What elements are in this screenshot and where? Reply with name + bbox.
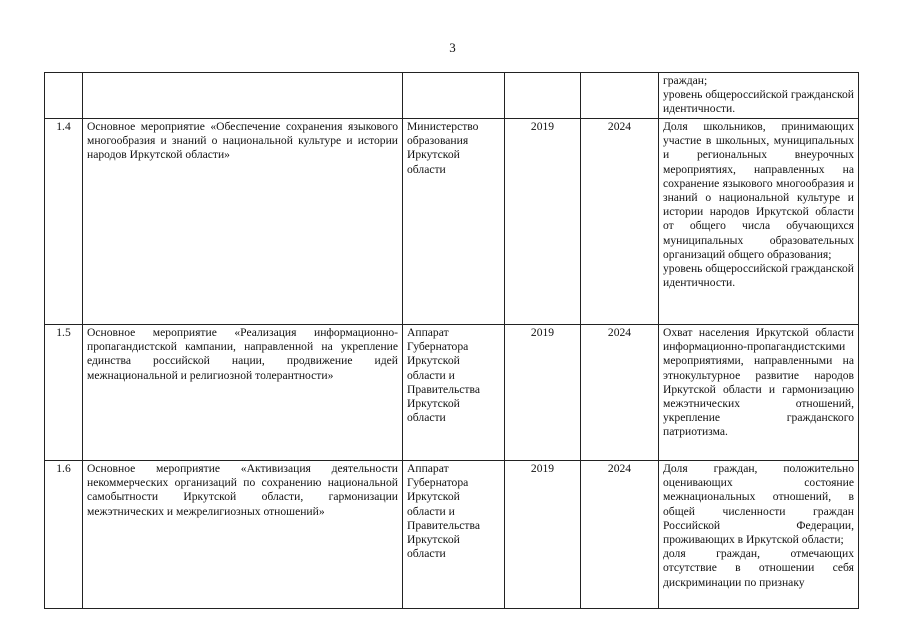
executor-cell: Министерство образования Иркутской области	[403, 119, 505, 325]
executor-cell: Аппарат Губернатора Иркутской области и Правительства Иркутской области	[403, 325, 505, 461]
start-year-cell: 2019	[505, 119, 581, 325]
indicator-cell: Доля школьников, принимающих участие в школьных, муниципальных и региональных внеурочных мероприятиях, направленных на сохранение языкового многообразия и знаний о национальной культуре и истории народов Иркутской области от общего числа обучающихся муниципальных образовательных организаций общего образования; уровень общероссийской гражданской идентичности.	[659, 119, 859, 325]
program-events-table	[44, 72, 859, 609]
row-number-cell: 1.4	[45, 119, 83, 325]
table-row-1-4	[45, 119, 859, 325]
table-row-continuation	[45, 73, 859, 119]
row-number-cell	[45, 73, 83, 119]
end-year-cell: 2024	[581, 461, 659, 609]
end-year-cell	[581, 73, 659, 119]
row-number-cell: 1.5	[45, 325, 83, 461]
table-row-1-6	[45, 461, 859, 609]
indicator-cell: Доля граждан, положительно оценивающих состояние межнациональных отношений, в общей численности граждан Российской Федерации, проживающих в Иркутской области; доля граждан, отмечающих отсутствие в отношении себя дискриминации по признаку	[659, 461, 859, 609]
start-year-cell	[505, 73, 581, 119]
start-year-cell: 2019	[505, 461, 581, 609]
executor-cell: Аппарат Губернатора Иркутской области и Правительства Иркутской области	[403, 461, 505, 609]
event-cell: Основное мероприятие «Активизация деятельности некоммерческих организаций по сохранению национальной самобытности Иркутской области, гармонизации межэтнических и межрелигиозных отношений»	[83, 461, 403, 609]
event-cell: Основное мероприятие «Обеспечение сохранения языкового многообразия и знаний о национальной культуре и истории народов Иркутской области»	[83, 119, 403, 325]
table-row-1-5	[45, 325, 859, 461]
executor-cell	[403, 73, 505, 119]
row-number-cell: 1.6	[45, 461, 83, 609]
indicator-cell: Охват населения Иркутской области информационно-пропагандистскими мероприятиями, направленными на этнокультурное развитие народов Иркутской области и гармонизацию межэтнических отношений, укрепление гражданского патриотизма.	[659, 325, 859, 461]
event-cell	[83, 73, 403, 119]
indicator-cell: граждан; уровень общероссийской гражданской идентичности.	[659, 73, 859, 119]
event-cell: Основное мероприятие «Реализация информационно-пропагандистской кампании, направленной на укрепление единства российской нации, продвижение идей межнациональной и религиозной толерантности»	[83, 325, 403, 461]
page-number: 3	[449, 40, 456, 55]
start-year-cell: 2019	[505, 325, 581, 461]
end-year-cell: 2024	[581, 325, 659, 461]
end-year-cell: 2024	[581, 119, 659, 325]
